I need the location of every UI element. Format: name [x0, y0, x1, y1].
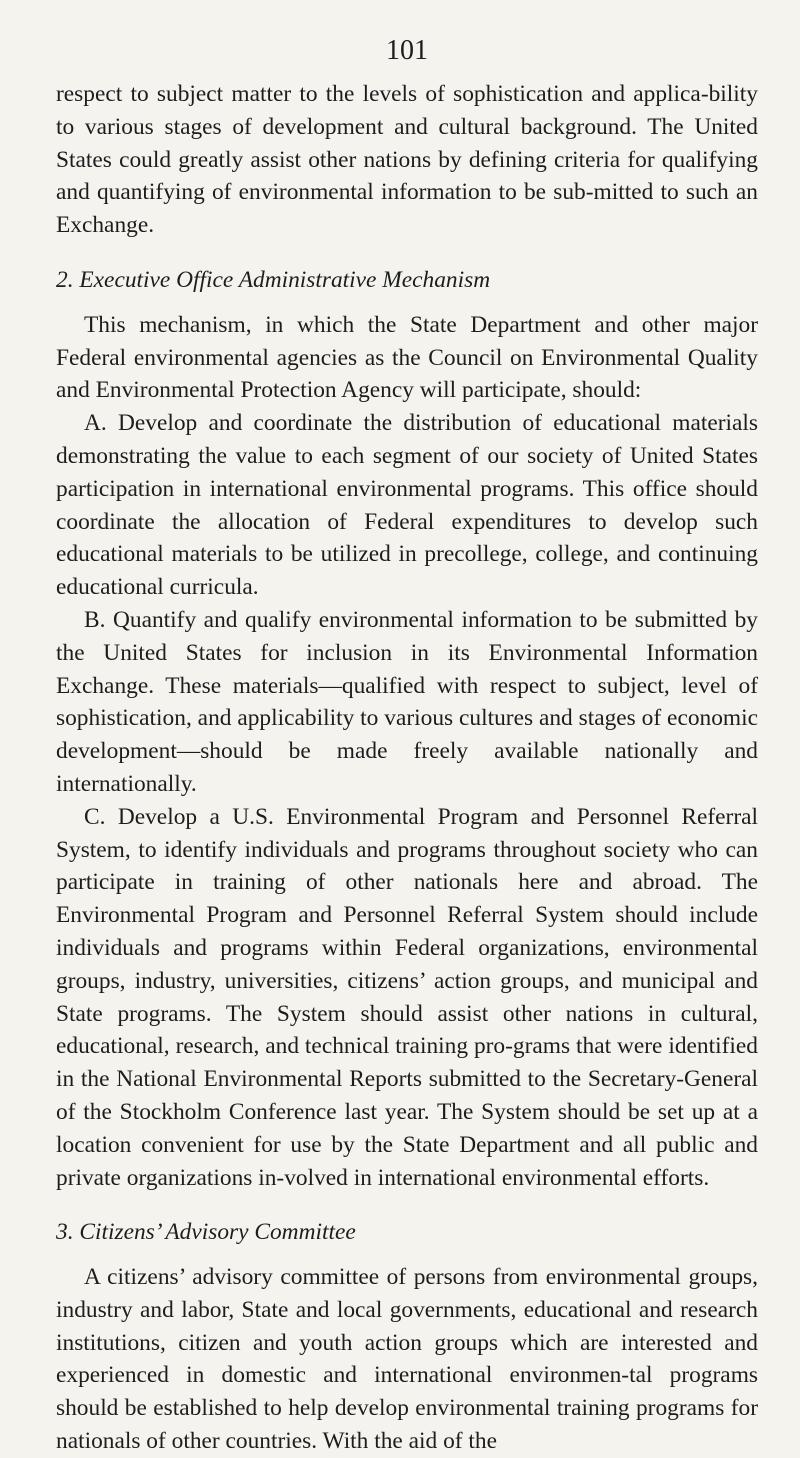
- item-c-paragraph: C. Develop a U.S. Environmental Program and Personnel Referral System, to identify individuals and programs throughout society who can participate in training of other nationals here and abroad. The Environmental Program and Personnel Referral System should include individuals and programs within Federal organizations, environmental groups, industry, universities, citizens’ action groups, and municipal and State programs. The System should assist other nations in cultural, educational, research, and technical training pro-grams that were identified in the National Environmental Reports submitted to the Secretary-General of the Stockholm Conference last year. The System should be set up at a location convenient for use by the State Department and all public and private organizations in-volved in international environmental efforts.: [56, 803, 758, 1191]
- section-heading-citizens-advisory: 3. Citizens’ Advisory Committee: [56, 1219, 356, 1246]
- section2-body-paragraph: This mechanism, in which the State Department and other major Federal environmental agencies as the Council on Environmental Quality and Environmental Protection Agency will participate, should:: [56, 311, 758, 404]
- intro-paragraph: respect to subject matter to the levels of sophistication and applica-bility to various stages of development and cultural background. The United States could greatly assist other nations by defining criteria for qualifying and quantifying of environmental information to be sub-mitted to such an Exchange.: [56, 81, 758, 239]
- item-b-paragraph: B. Quantify and qualify environmental information to be submitted by the United States for inclusion in its Environmental Information Exchange. These materials—qualified with respect to subject, level of sophistication, and applicability to various cultures and stages of economic development—should be made freely available nationally and internationally.: [56, 606, 758, 797]
- item-a-paragraph: A. Develop and coordinate the distribution of educational materials demonstrating the value to each segment of our society of United States participation in international environmental programs. This office should coordinate the allocation of Federal expenditures to develop such educational materials to be utilized in precollege, college, and continuing educational curricula.: [56, 410, 758, 601]
- section-heading-executive-office: 2. Executive Office Administrative Mechanism: [56, 266, 491, 293]
- section3-body-paragraph: A citizens’ advisory committee of persons from environmental groups, industry and labor, State and local governments, educational and research institutions, citizen and youth action groups which are interested and experienced in domestic and international environmen-tal programs should be established to help develop environmental training programs for nationals of other countries. With the aid of the: [56, 1264, 758, 1455]
- page-number: 101: [386, 35, 428, 66]
